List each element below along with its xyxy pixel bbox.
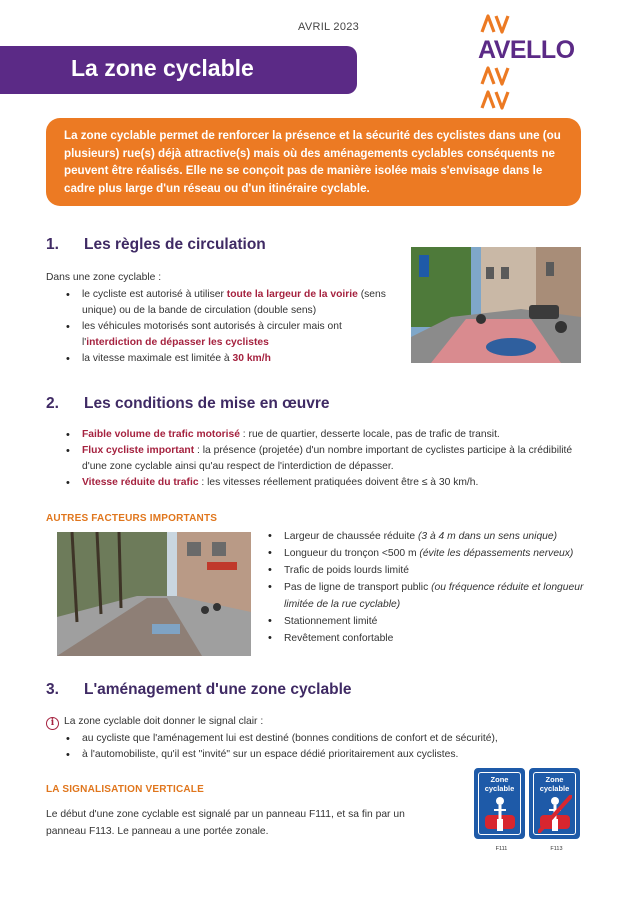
cyclist-car-icon <box>483 795 517 833</box>
list-item: • au cycliste que l'aménagement lui est destiné (bonnes conditions de confort et de sécurité), <box>62 731 582 747</box>
street-photo-2 <box>57 532 251 656</box>
section-1-list <box>62 287 392 367</box>
page-title: La zone cyclable <box>71 55 254 81</box>
list-item: • les véhicules motorisés sont autorisés à circuler mais ont l'interdiction de dépasser les cyclistes <box>62 319 392 351</box>
cyclist-car-crossed-icon <box>538 795 572 833</box>
section-3-lead-line <box>46 714 263 730</box>
sign-label: Zone cyclable <box>539 775 570 793</box>
section-1-heading <box>46 236 266 254</box>
list-item: • à l'automobiliste, qu'il est "invité" sur un espace dédié prioritairement aux cyclistes. <box>62 747 582 763</box>
sign-label: Zone cyclable <box>484 775 515 793</box>
highlight-text: interdiction de dépasser les cyclistes <box>86 337 269 348</box>
factors-list <box>264 528 584 647</box>
section-3-list <box>62 731 582 763</box>
section-3-lead: La zone cyclable doit donner le signal clair : <box>64 716 264 727</box>
list-item: • Faible volume de trafic motorisé : rue de quartier, desserte locale, pas de trafic de transit. <box>62 427 582 443</box>
section-1-lead: Dans une zone cyclable : <box>46 272 162 283</box>
section-3-number: 3. <box>46 681 59 698</box>
list-item: • Longueur du tronçon <500 m (évite les dépassements nerveux) <box>264 545 584 562</box>
list-item: • le cycliste est autorisé à utiliser toute la largeur de la voirie (sens unique) ou de la bande de circulation (double sens) <box>62 287 392 319</box>
section-3-title: L'aménagement d'une zone cyclable <box>84 681 352 698</box>
list-item: • Pas de ligne de transport public (ou fréquence réduite et longueur limitée de la rue cyclable) <box>264 579 584 613</box>
sign-f113 <box>529 768 580 852</box>
section-3-heading <box>46 681 352 699</box>
publication-date: AVRIL 2023 <box>298 21 360 33</box>
list-item: • Largeur de chaussée réduite (3 à 4 m dans un sens unique) <box>264 528 584 545</box>
intro-text: La zone cyclable permet de renforcer la présence et la sécurité des cyclistes dans une (ou plusieurs) rue(s) déjà attractive(s) mais où des aménagements cyclables conséquents ne peuvent être réalisés. Elle ne se conçoit pas de manière isolée mais s'envisage dans le cadre plus large d'un réseau ou d'un itinéraire cyclable. <box>64 129 561 195</box>
highlight-text: Vitesse réduite du trafic <box>82 477 199 488</box>
logo-wordmark: AVELLO <box>478 36 575 64</box>
list-item: • Vitesse réduite du trafic : les vitesses réellement pratiquées doivent être ≤ à 30 km/h. <box>62 475 582 491</box>
section-2-list <box>62 427 582 491</box>
street-photo-1 <box>411 247 581 363</box>
highlight-text: Flux cycliste important <box>82 445 195 456</box>
sign-f111 <box>474 768 525 852</box>
list-item: • Flux cycliste important : la présence (projetée) d'un nombre important de cyclistes participe à la crédibilité d'une zone cyclable ainsi qu'au respect de l'interdiction de dépasser. <box>62 443 582 475</box>
list-item: • Trafic de poids lourds limité <box>264 562 584 579</box>
highlight-text: Faible volume de trafic motorisé <box>82 429 240 440</box>
section-1-title: Les règles de circulation <box>84 236 266 253</box>
signal-text: Le début d'une zone cyclable est signalé par un panneau F111, et sa fin par un panneau F113. Le panneau a une portée zonale. <box>46 809 405 837</box>
section-2-number: 2. <box>46 395 59 412</box>
info-icon: i <box>46 717 59 730</box>
title-banner <box>0 46 357 94</box>
section-1-number: 1. <box>46 236 59 253</box>
list-item: • Revêtement confortable <box>264 630 584 647</box>
highlight-text: toute la largeur de la voirie <box>226 289 358 300</box>
signal-heading: LA SIGNALISATION VERTICALE <box>46 784 204 795</box>
list-item: • la vitesse maximale est limitée à 30 km/h <box>62 351 392 367</box>
section-2-title: Les conditions de mise en œuvre <box>84 395 330 412</box>
highlight-text: 30 km/h <box>232 353 271 364</box>
intro-box <box>46 118 581 206</box>
section-2-heading <box>46 395 329 413</box>
sign-code: F113 <box>550 846 563 852</box>
factors-heading: AUTRES FACTEURS IMPORTANTS <box>46 513 218 524</box>
list-item: • Stationnement limité <box>264 613 584 630</box>
sign-code: F111 <box>495 846 508 852</box>
avello-logo <box>478 8 588 118</box>
